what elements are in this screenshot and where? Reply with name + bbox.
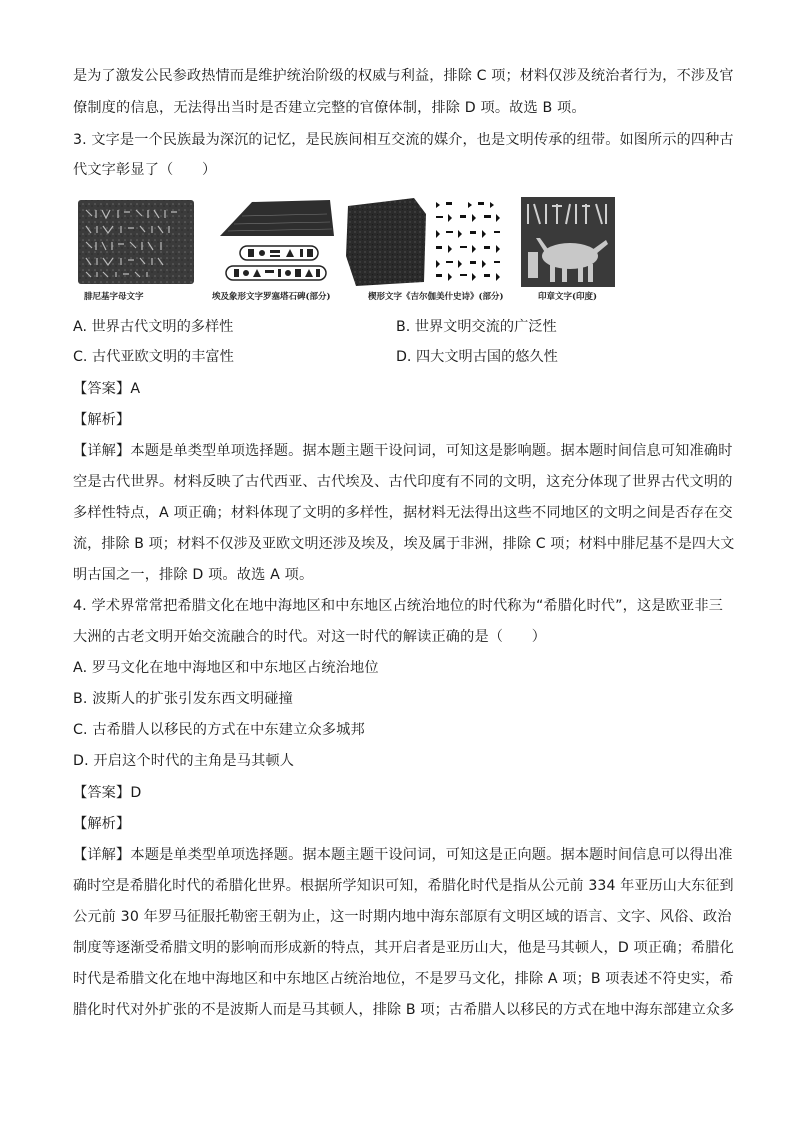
question-3-stem: 3. 文字是一个民族最为深沉的记忆，是民族间相互交流的媒介，也是文明传承的纽带。如图所示的四种古 [73,132,734,148]
text-line: 是为了激发公民参政热情而是维护统治阶级的权威与利益，排除 C 项；材料仅涉及统治者行为，不涉及官 [73,68,734,84]
explanation-line: 空是古代世界。材料反映了古代西亚、古代埃及、古代印度有不同的文明，这充分体现了世界古代文明的 [73,474,733,490]
question-4-stem: 大洲的古老文明开始交流融合的时代。对这一时代的解读正确的是（ ） [73,629,547,645]
option-c: C. 古希腊人以移民的方式在中东建立众多城邦 [73,722,365,738]
egyptian-caption: 埃及象形文字罗塞塔石碑(部分) [212,292,331,302]
phoenician-tablet-image [76,196,196,288]
explanation-line: 确时空是希腊化时代的希腊化世界。根据所学知识可知，希腊化时代是指从公元前 334 年亚历山大东征到 [73,878,734,894]
rosetta-stone-image [212,196,337,288]
explanation-line: 制度等逐渐受希腊文明的影响而形成新的特点，其开启者是亚历山大，他是马其顿人，D 项正确；希腊化 [73,940,734,956]
phoenician-caption: 腓尼基字母文字 [84,292,144,302]
answer-label: 【答案】D [73,785,142,801]
explanation-line: 【详解】本题是单类型单项选择题。据本题主题干设问词，可知这是影响题。据本题时间信息可知准确时 [73,443,733,459]
option-a: A. 世界古代文明的多样性 [73,319,234,335]
explanation-line: 多样性特点，A 项正确；材料体现了文明的多样性，据材料无法得出这些不同地区的文明之间是否存在交 [73,505,733,521]
explanation-line: 时代是希腊文化在地中海地区和中东地区占统治地位，不是罗马文化，排除 A 项；B 项表述不符史实，希 [73,971,734,987]
option-d: D. 四大文明古国的悠久性 [396,349,558,365]
option-b: B. 波斯人的扩张引发东西文明碰撞 [73,691,293,707]
analysis-label: 【解析】 [73,412,131,428]
answer-label: 【答案】A [73,381,141,397]
option-a: A. 罗马文化在地中海地区和中东地区占统治地位 [73,660,379,676]
explanation-line: 【详解】本题是单类型单项选择题。据本题主题干设问词，可知这是正向题。据本题时间信息可以得出准 [73,847,733,863]
cuneiform-tablet-image [344,196,510,288]
indus-seal-image [520,196,616,288]
option-c: C. 古代亚欧文明的丰富性 [73,349,234,365]
explanation-line: 公元前 30 年罗马征服托勒密王朝为止，这一时期内地中海东部原有文明区域的语言、文字、风俗、政治 [73,909,732,925]
explanation-line: 腊化时代对外扩张的不是波斯人而是马其顿人，排除 B 项；古希腊人以移民的方式在地中海东部建立众多 [73,1002,735,1018]
text-line: 僚制度的信息，无法得出当时是否建立完整的官僚体制，排除 D 项。故选 B 项。 [73,100,586,116]
option-d: D. 开启这个时代的主角是马其顿人 [73,753,295,769]
cuneiform-caption: 楔形文字《吉尔伽美什史诗》(部分) [368,292,504,302]
indus-caption: 印章文字(印度) [538,292,598,302]
explanation-line: 流，排除 B 项；材料不仅涉及亚欧文明还涉及埃及，埃及属于非洲，排除 C 项；材料中腓尼基不是四大文 [73,536,735,552]
question-3-stem: 代文字彰显了（ ） [73,162,217,178]
question-4-stem: 4. 学术界常常把希腊文化在地中海地区和中东地区占统治地位的时代称为“希腊化时代”，这是欧亚非三 [73,598,724,614]
explanation-line: 明古国之一，排除 D 项。故选 A 项。 [73,567,314,583]
analysis-label: 【解析】 [73,816,131,832]
option-b: B. 世界文明交流的广泛性 [396,319,557,335]
